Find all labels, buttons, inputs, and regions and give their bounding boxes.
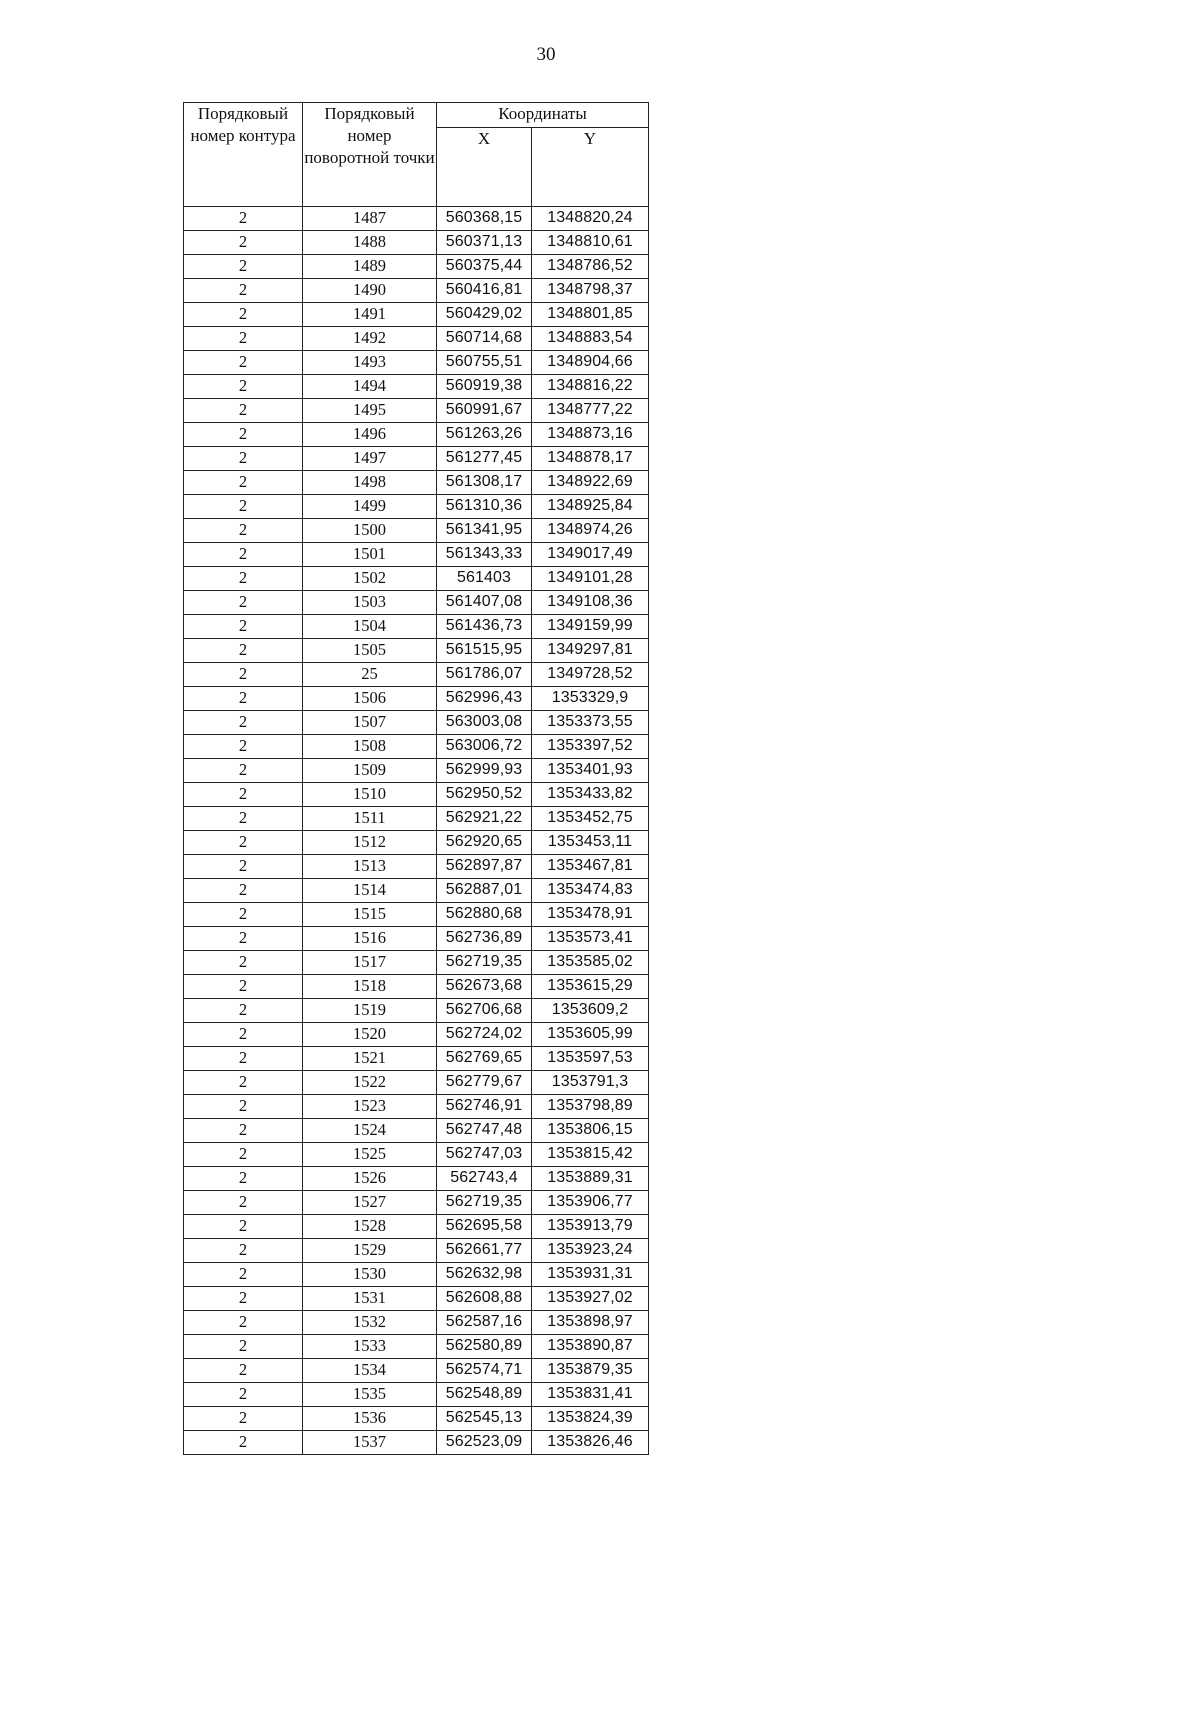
x-coordinate-cell: 561436,73 xyxy=(437,615,532,639)
x-coordinate-cell: 560371,13 xyxy=(437,231,532,255)
contour-number-cell: 2 xyxy=(184,303,303,327)
table-row xyxy=(184,1071,649,1095)
x-coordinate-cell: 562880,68 xyxy=(437,903,532,927)
x-coordinate-cell: 560755,51 xyxy=(437,351,532,375)
table-row xyxy=(184,1047,649,1071)
table-row xyxy=(184,951,649,975)
x-coordinate-cell: 562695,58 xyxy=(437,1215,532,1239)
y-coordinate-cell: 1353879,35 xyxy=(532,1359,649,1383)
point-number-cell: 1495 xyxy=(303,399,437,423)
point-number-cell: 1487 xyxy=(303,207,437,231)
point-number-cell: 1524 xyxy=(303,1119,437,1143)
header-point-number: Порядковый номер поворотной точки xyxy=(303,103,437,207)
contour-number-cell: 2 xyxy=(184,375,303,399)
table-row xyxy=(184,855,649,879)
y-coordinate-cell: 1348798,37 xyxy=(532,279,649,303)
y-coordinate-cell: 1353585,02 xyxy=(532,951,649,975)
point-number-cell: 1531 xyxy=(303,1287,437,1311)
point-number-cell: 1501 xyxy=(303,543,437,567)
x-coordinate-cell: 562996,43 xyxy=(437,687,532,711)
point-number-cell: 1521 xyxy=(303,1047,437,1071)
table-row xyxy=(184,1143,649,1167)
contour-number-cell: 2 xyxy=(184,927,303,951)
point-number-cell: 1494 xyxy=(303,375,437,399)
x-coordinate-cell: 562769,65 xyxy=(437,1047,532,1071)
table-row xyxy=(184,975,649,999)
table-header xyxy=(184,103,649,207)
x-coordinate-cell: 560416,81 xyxy=(437,279,532,303)
y-coordinate-cell: 1353890,87 xyxy=(532,1335,649,1359)
x-coordinate-cell: 563003,08 xyxy=(437,711,532,735)
x-coordinate-cell: 560368,15 xyxy=(437,207,532,231)
y-coordinate-cell: 1353474,83 xyxy=(532,879,649,903)
table-row xyxy=(184,207,649,231)
table-row xyxy=(184,423,649,447)
x-coordinate-cell: 561407,08 xyxy=(437,591,532,615)
y-coordinate-cell: 1353898,97 xyxy=(532,1311,649,1335)
point-number-cell: 1510 xyxy=(303,783,437,807)
contour-number-cell: 2 xyxy=(184,975,303,999)
contour-number-cell: 2 xyxy=(184,735,303,759)
contour-number-cell: 2 xyxy=(184,663,303,687)
point-number-cell: 1523 xyxy=(303,1095,437,1119)
contour-number-cell: 2 xyxy=(184,543,303,567)
y-coordinate-cell: 1353329,9 xyxy=(532,687,649,711)
table-row xyxy=(184,1431,649,1455)
table-row xyxy=(184,447,649,471)
table-row xyxy=(184,615,649,639)
table-row xyxy=(184,927,649,951)
table-row xyxy=(184,351,649,375)
table-row xyxy=(184,759,649,783)
contour-number-cell: 2 xyxy=(184,1335,303,1359)
y-coordinate-cell: 1353826,46 xyxy=(532,1431,649,1455)
y-coordinate-cell: 1348904,66 xyxy=(532,351,649,375)
point-number-cell: 1506 xyxy=(303,687,437,711)
page-number: 30 xyxy=(536,44,556,65)
table-row xyxy=(184,327,649,351)
table-row xyxy=(184,1119,649,1143)
table-row xyxy=(184,255,649,279)
point-number-cell: 1505 xyxy=(303,639,437,663)
y-coordinate-cell: 1348820,24 xyxy=(532,207,649,231)
contour-number-cell: 2 xyxy=(184,903,303,927)
y-coordinate-cell: 1348974,26 xyxy=(532,519,649,543)
x-coordinate-cell: 562673,68 xyxy=(437,975,532,999)
y-coordinate-cell: 1353573,41 xyxy=(532,927,649,951)
y-coordinate-cell: 1353609,2 xyxy=(532,999,649,1023)
contour-number-cell: 2 xyxy=(184,567,303,591)
y-coordinate-cell: 1353931,31 xyxy=(532,1263,649,1287)
contour-number-cell: 2 xyxy=(184,399,303,423)
contour-number-cell: 2 xyxy=(184,831,303,855)
contour-number-cell: 2 xyxy=(184,591,303,615)
point-number-cell: 1536 xyxy=(303,1407,437,1431)
y-coordinate-cell: 1353806,15 xyxy=(532,1119,649,1143)
table-row xyxy=(184,735,649,759)
y-coordinate-cell: 1353791,3 xyxy=(532,1071,649,1095)
contour-number-cell: 2 xyxy=(184,1263,303,1287)
y-coordinate-cell: 1353605,99 xyxy=(532,1023,649,1047)
point-number-cell: 1516 xyxy=(303,927,437,951)
y-coordinate-cell: 1353913,79 xyxy=(532,1215,649,1239)
x-coordinate-cell: 562950,52 xyxy=(437,783,532,807)
table-row xyxy=(184,1383,649,1407)
x-coordinate-cell: 562587,16 xyxy=(437,1311,532,1335)
contour-number-cell: 2 xyxy=(184,855,303,879)
y-coordinate-cell: 1353397,52 xyxy=(532,735,649,759)
x-coordinate-cell: 562999,93 xyxy=(437,759,532,783)
y-coordinate-cell: 1353478,91 xyxy=(532,903,649,927)
table-row xyxy=(184,999,649,1023)
contour-number-cell: 2 xyxy=(184,495,303,519)
point-number-cell: 1530 xyxy=(303,1263,437,1287)
contour-number-cell: 2 xyxy=(184,1407,303,1431)
point-number-cell: 1529 xyxy=(303,1239,437,1263)
table-row xyxy=(184,375,649,399)
contour-number-cell: 2 xyxy=(184,1359,303,1383)
point-number-cell: 1507 xyxy=(303,711,437,735)
table-row xyxy=(184,1239,649,1263)
table-row xyxy=(184,783,649,807)
y-coordinate-cell: 1349017,49 xyxy=(532,543,649,567)
point-number-cell: 25 xyxy=(303,663,437,687)
contour-number-cell: 2 xyxy=(184,711,303,735)
contour-number-cell: 2 xyxy=(184,231,303,255)
contour-number-cell: 2 xyxy=(184,1095,303,1119)
point-number-cell: 1509 xyxy=(303,759,437,783)
contour-number-cell: 2 xyxy=(184,1047,303,1071)
contour-number-cell: 2 xyxy=(184,951,303,975)
table-row xyxy=(184,567,649,591)
y-coordinate-cell: 1353798,89 xyxy=(532,1095,649,1119)
x-coordinate-cell: 560375,44 xyxy=(437,255,532,279)
contour-number-cell: 2 xyxy=(184,1071,303,1095)
contour-number-cell: 2 xyxy=(184,879,303,903)
contour-number-cell: 2 xyxy=(184,255,303,279)
table-row xyxy=(184,303,649,327)
point-number-cell: 1517 xyxy=(303,951,437,975)
contour-number-cell: 2 xyxy=(184,999,303,1023)
contour-number-cell: 2 xyxy=(184,1167,303,1191)
table-row xyxy=(184,231,649,255)
y-coordinate-cell: 1348786,52 xyxy=(532,255,649,279)
contour-number-cell: 2 xyxy=(184,807,303,831)
x-coordinate-cell: 561310,36 xyxy=(437,495,532,519)
point-number-cell: 1491 xyxy=(303,303,437,327)
point-number-cell: 1502 xyxy=(303,567,437,591)
contour-number-cell: 2 xyxy=(184,423,303,447)
contour-number-cell: 2 xyxy=(184,639,303,663)
x-coordinate-cell: 562608,88 xyxy=(437,1287,532,1311)
x-coordinate-cell: 561277,45 xyxy=(437,447,532,471)
table-row xyxy=(184,639,649,663)
table-row xyxy=(184,1335,649,1359)
table-body xyxy=(184,207,649,1455)
table-row xyxy=(184,807,649,831)
point-number-cell: 1518 xyxy=(303,975,437,999)
table-row xyxy=(184,1407,649,1431)
y-coordinate-cell: 1353906,77 xyxy=(532,1191,649,1215)
x-coordinate-cell: 562523,09 xyxy=(437,1431,532,1455)
y-coordinate-cell: 1353815,42 xyxy=(532,1143,649,1167)
table-row xyxy=(184,1359,649,1383)
point-number-cell: 1513 xyxy=(303,855,437,879)
y-coordinate-cell: 1353452,75 xyxy=(532,807,649,831)
y-coordinate-cell: 1349108,36 xyxy=(532,591,649,615)
table-row xyxy=(184,1191,649,1215)
contour-number-cell: 2 xyxy=(184,759,303,783)
point-number-cell: 1496 xyxy=(303,423,437,447)
header-contour-number: Порядковый номер контура xyxy=(184,103,303,207)
x-coordinate-cell: 560429,02 xyxy=(437,303,532,327)
table-row xyxy=(184,471,649,495)
table-row xyxy=(184,1167,649,1191)
contour-number-cell: 2 xyxy=(184,327,303,351)
x-coordinate-cell: 562887,01 xyxy=(437,879,532,903)
point-number-cell: 1489 xyxy=(303,255,437,279)
table-row xyxy=(184,399,649,423)
x-coordinate-cell: 562897,87 xyxy=(437,855,532,879)
x-coordinate-cell: 562574,71 xyxy=(437,1359,532,1383)
x-coordinate-cell: 561343,33 xyxy=(437,543,532,567)
point-number-cell: 1508 xyxy=(303,735,437,759)
table-row xyxy=(184,687,649,711)
point-number-cell: 1526 xyxy=(303,1167,437,1191)
y-coordinate-cell: 1353615,29 xyxy=(532,975,649,999)
point-number-cell: 1515 xyxy=(303,903,437,927)
contour-number-cell: 2 xyxy=(184,687,303,711)
point-number-cell: 1533 xyxy=(303,1335,437,1359)
y-coordinate-cell: 1353927,02 xyxy=(532,1287,649,1311)
y-coordinate-cell: 1349159,99 xyxy=(532,615,649,639)
contour-number-cell: 2 xyxy=(184,1215,303,1239)
table-row xyxy=(184,879,649,903)
contour-number-cell: 2 xyxy=(184,1143,303,1167)
table-row xyxy=(184,495,649,519)
x-coordinate-cell: 561786,07 xyxy=(437,663,532,687)
y-coordinate-cell: 1349728,52 xyxy=(532,663,649,687)
point-number-cell: 1527 xyxy=(303,1191,437,1215)
y-coordinate-cell: 1349101,28 xyxy=(532,567,649,591)
contour-number-cell: 2 xyxy=(184,1431,303,1455)
contour-number-cell: 2 xyxy=(184,471,303,495)
y-coordinate-cell: 1353467,81 xyxy=(532,855,649,879)
table-row xyxy=(184,1095,649,1119)
x-coordinate-cell: 561341,95 xyxy=(437,519,532,543)
x-coordinate-cell: 563006,72 xyxy=(437,735,532,759)
x-coordinate-cell: 562747,48 xyxy=(437,1119,532,1143)
point-number-cell: 1512 xyxy=(303,831,437,855)
y-coordinate-cell: 1348816,22 xyxy=(532,375,649,399)
point-number-cell: 1532 xyxy=(303,1311,437,1335)
point-number-cell: 1492 xyxy=(303,327,437,351)
x-coordinate-cell: 561515,95 xyxy=(437,639,532,663)
y-coordinate-cell: 1348873,16 xyxy=(532,423,649,447)
y-coordinate-cell: 1348925,84 xyxy=(532,495,649,519)
point-number-cell: 1511 xyxy=(303,807,437,831)
y-coordinate-cell: 1353433,82 xyxy=(532,783,649,807)
table-row xyxy=(184,279,649,303)
table-row xyxy=(184,831,649,855)
contour-number-cell: 2 xyxy=(184,783,303,807)
x-coordinate-cell: 562747,03 xyxy=(437,1143,532,1167)
point-number-cell: 1525 xyxy=(303,1143,437,1167)
x-coordinate-cell: 560714,68 xyxy=(437,327,532,351)
y-coordinate-cell: 1353824,39 xyxy=(532,1407,649,1431)
point-number-cell: 1537 xyxy=(303,1431,437,1455)
header-y: Y xyxy=(532,128,649,207)
table-row xyxy=(184,663,649,687)
contour-number-cell: 2 xyxy=(184,279,303,303)
y-coordinate-cell: 1349297,81 xyxy=(532,639,649,663)
table-row xyxy=(184,1215,649,1239)
x-coordinate-cell: 562632,98 xyxy=(437,1263,532,1287)
contour-number-cell: 2 xyxy=(184,1383,303,1407)
y-coordinate-cell: 1348883,54 xyxy=(532,327,649,351)
point-number-cell: 1499 xyxy=(303,495,437,519)
y-coordinate-cell: 1353923,24 xyxy=(532,1239,649,1263)
x-coordinate-cell: 561403 xyxy=(437,567,532,591)
point-number-cell: 1497 xyxy=(303,447,437,471)
contour-number-cell: 2 xyxy=(184,1287,303,1311)
x-coordinate-cell: 562719,35 xyxy=(437,1191,532,1215)
y-coordinate-cell: 1353831,41 xyxy=(532,1383,649,1407)
point-number-cell: 1528 xyxy=(303,1215,437,1239)
header-x: X xyxy=(437,128,532,207)
header-coordinates: Координаты xyxy=(437,103,649,128)
x-coordinate-cell: 562548,89 xyxy=(437,1383,532,1407)
y-coordinate-cell: 1348878,17 xyxy=(532,447,649,471)
contour-number-cell: 2 xyxy=(184,351,303,375)
x-coordinate-cell: 562779,67 xyxy=(437,1071,532,1095)
contour-number-cell: 2 xyxy=(184,615,303,639)
table-row xyxy=(184,1263,649,1287)
y-coordinate-cell: 1348922,69 xyxy=(532,471,649,495)
contour-number-cell: 2 xyxy=(184,1191,303,1215)
point-number-cell: 1534 xyxy=(303,1359,437,1383)
x-coordinate-cell: 562661,77 xyxy=(437,1239,532,1263)
x-coordinate-cell: 562580,89 xyxy=(437,1335,532,1359)
y-coordinate-cell: 1348777,22 xyxy=(532,399,649,423)
x-coordinate-cell: 562719,35 xyxy=(437,951,532,975)
y-coordinate-cell: 1353401,93 xyxy=(532,759,649,783)
table-row xyxy=(184,1311,649,1335)
y-coordinate-cell: 1353453,11 xyxy=(532,831,649,855)
y-coordinate-cell: 1353373,55 xyxy=(532,711,649,735)
point-number-cell: 1500 xyxy=(303,519,437,543)
x-coordinate-cell: 562736,89 xyxy=(437,927,532,951)
contour-number-cell: 2 xyxy=(184,1311,303,1335)
y-coordinate-cell: 1348801,85 xyxy=(532,303,649,327)
y-coordinate-cell: 1353597,53 xyxy=(532,1047,649,1071)
table-row xyxy=(184,903,649,927)
y-coordinate-cell: 1348810,61 xyxy=(532,231,649,255)
x-coordinate-cell: 562920,65 xyxy=(437,831,532,855)
x-coordinate-cell: 561308,17 xyxy=(437,471,532,495)
point-number-cell: 1503 xyxy=(303,591,437,615)
point-number-cell: 1493 xyxy=(303,351,437,375)
contour-number-cell: 2 xyxy=(184,447,303,471)
table-row xyxy=(184,543,649,567)
point-number-cell: 1490 xyxy=(303,279,437,303)
x-coordinate-cell: 560919,38 xyxy=(437,375,532,399)
table-row xyxy=(184,591,649,615)
contour-number-cell: 2 xyxy=(184,519,303,543)
table-row xyxy=(184,519,649,543)
x-coordinate-cell: 562746,91 xyxy=(437,1095,532,1119)
contour-number-cell: 2 xyxy=(184,1119,303,1143)
table-row xyxy=(184,1023,649,1047)
table-row xyxy=(184,1287,649,1311)
point-number-cell: 1522 xyxy=(303,1071,437,1095)
x-coordinate-cell: 562921,22 xyxy=(437,807,532,831)
point-number-cell: 1519 xyxy=(303,999,437,1023)
x-coordinate-cell: 562724,02 xyxy=(437,1023,532,1047)
x-coordinate-cell: 562743,4 xyxy=(437,1167,532,1191)
point-number-cell: 1535 xyxy=(303,1383,437,1407)
point-number-cell: 1514 xyxy=(303,879,437,903)
table-row xyxy=(184,711,649,735)
x-coordinate-cell: 561263,26 xyxy=(437,423,532,447)
point-number-cell: 1520 xyxy=(303,1023,437,1047)
point-number-cell: 1498 xyxy=(303,471,437,495)
x-coordinate-cell: 562706,68 xyxy=(437,999,532,1023)
y-coordinate-cell: 1353889,31 xyxy=(532,1167,649,1191)
contour-number-cell: 2 xyxy=(184,1023,303,1047)
coordinates-table xyxy=(183,102,649,1455)
x-coordinate-cell: 560991,67 xyxy=(437,399,532,423)
x-coordinate-cell: 562545,13 xyxy=(437,1407,532,1431)
contour-number-cell: 2 xyxy=(184,1239,303,1263)
point-number-cell: 1488 xyxy=(303,231,437,255)
point-number-cell: 1504 xyxy=(303,615,437,639)
contour-number-cell: 2 xyxy=(184,207,303,231)
